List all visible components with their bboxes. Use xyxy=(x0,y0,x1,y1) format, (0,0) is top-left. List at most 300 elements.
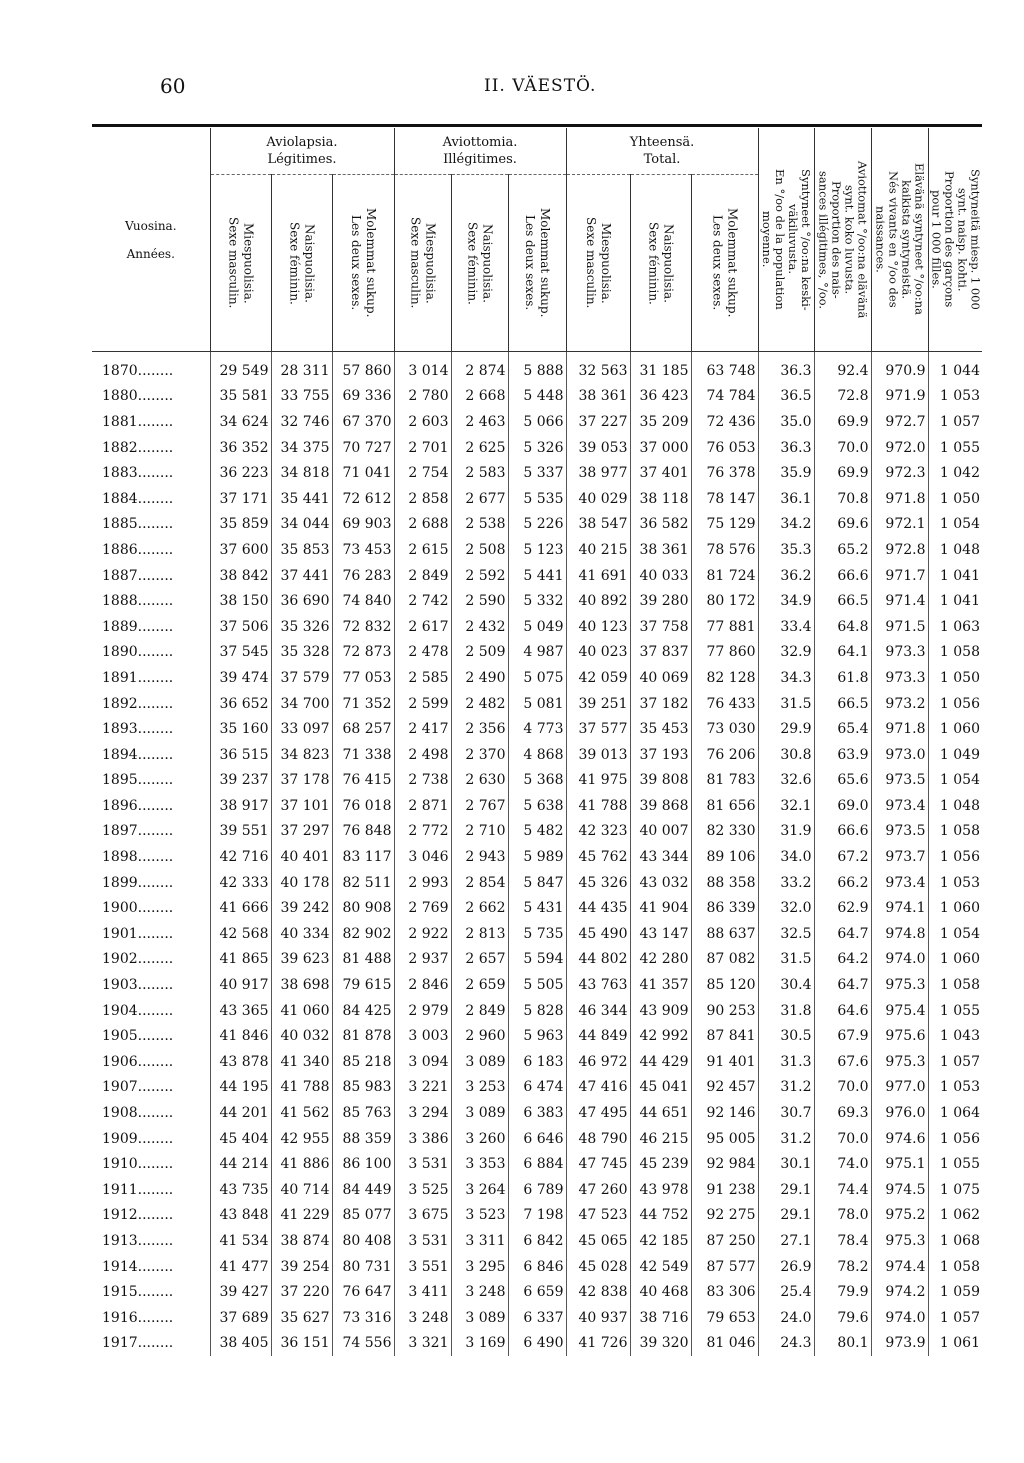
value-cell: 2 590 xyxy=(451,588,508,614)
value-cell: 64.2 xyxy=(814,947,871,973)
value-cell: 73 453 xyxy=(332,537,394,563)
value-cell: 973.3 xyxy=(871,665,928,691)
value-cell: 68 257 xyxy=(332,716,394,742)
value-cell: 43 878 xyxy=(210,1049,271,1075)
value-cell: 2 463 xyxy=(451,409,508,435)
value-cell: 5 332 xyxy=(508,588,566,614)
value-cell: 36 223 xyxy=(210,460,271,486)
value-cell: 81 724 xyxy=(691,563,758,589)
year-cell: 1887........ xyxy=(102,567,174,584)
year-cell: 1894........ xyxy=(102,746,174,763)
value-cell: 67.6 xyxy=(814,1049,871,1075)
value-cell: 44 849 xyxy=(566,1023,630,1049)
value-cell: 3 264 xyxy=(451,1177,508,1203)
value-cell: 2 630 xyxy=(451,768,508,794)
table-row xyxy=(92,870,982,896)
table-row xyxy=(92,1100,982,1126)
table-row xyxy=(92,947,982,973)
value-cell: 41 229 xyxy=(271,1203,332,1229)
value-cell: 35.9 xyxy=(758,460,814,486)
value-cell: 2 943 xyxy=(451,844,508,870)
value-cell: 2 662 xyxy=(451,895,508,921)
value-cell: 81 783 xyxy=(691,768,758,794)
value-cell: 87 577 xyxy=(691,1254,758,1280)
table-row xyxy=(92,1151,982,1177)
value-cell: 973.5 xyxy=(871,768,928,794)
value-cell: 2 769 xyxy=(394,895,451,921)
illegitimate-share-header: Aviottomat °/oo:na elävänä synt. koko luvusta. Proportion des nais- sances illégitimes, °/oo. xyxy=(814,128,871,352)
value-cell: 6 383 xyxy=(508,1100,566,1126)
value-cell: 5 989 xyxy=(508,844,566,870)
value-cell: 39 242 xyxy=(271,895,332,921)
value-cell: 78.4 xyxy=(814,1228,871,1254)
year-cell: 1916........ xyxy=(102,1309,174,1326)
value-cell: 34 375 xyxy=(271,435,332,461)
value-cell: 76 018 xyxy=(332,793,394,819)
value-cell: 79 615 xyxy=(332,972,394,998)
value-cell: 42 059 xyxy=(566,665,630,691)
value-cell: 34 823 xyxy=(271,742,332,768)
value-cell: 39 868 xyxy=(630,793,691,819)
table-row xyxy=(92,768,982,794)
year-cell: 1904........ xyxy=(102,1002,174,1019)
value-cell: 25.4 xyxy=(758,1279,814,1305)
value-cell: 40 714 xyxy=(271,1177,332,1203)
value-cell: 35 627 xyxy=(271,1305,332,1331)
value-cell: 3 260 xyxy=(451,1126,508,1152)
value-cell: 85 983 xyxy=(332,1075,394,1101)
value-cell: 6 490 xyxy=(508,1331,566,1357)
table-row xyxy=(92,972,982,998)
year-header: Vuosina. Années. xyxy=(124,218,177,261)
value-cell: 2 874 xyxy=(451,352,508,384)
value-cell: 31.2 xyxy=(758,1075,814,1101)
value-cell: 3 169 xyxy=(451,1331,508,1357)
table-row xyxy=(92,486,982,512)
value-cell: 41 904 xyxy=(630,895,691,921)
value-cell: 66.2 xyxy=(814,870,871,896)
value-cell: 974.5 xyxy=(871,1177,928,1203)
value-cell: 87 082 xyxy=(691,947,758,973)
value-cell: 73 030 xyxy=(691,716,758,742)
total-group-header: Yhteensä. Total. xyxy=(566,128,758,175)
value-cell: 30.4 xyxy=(758,972,814,998)
value-cell: 74.0 xyxy=(814,1151,871,1177)
value-cell: 72 612 xyxy=(332,486,394,512)
value-cell: 44 651 xyxy=(630,1100,691,1126)
value-cell: 43 763 xyxy=(566,972,630,998)
value-cell: 37 171 xyxy=(210,486,271,512)
value-cell: 69.9 xyxy=(814,409,871,435)
value-cell: 79 653 xyxy=(691,1305,758,1331)
value-cell: 66.5 xyxy=(814,691,871,717)
value-cell: 40 892 xyxy=(566,588,630,614)
value-cell: 86 100 xyxy=(332,1151,394,1177)
value-cell: 36.2 xyxy=(758,563,814,589)
value-cell: 3 014 xyxy=(394,352,451,384)
value-cell: 3 531 xyxy=(394,1151,451,1177)
value-cell: 61.8 xyxy=(814,665,871,691)
value-cell: 5 535 xyxy=(508,486,566,512)
value-cell: 47 260 xyxy=(566,1177,630,1203)
value-cell: 63.9 xyxy=(814,742,871,768)
value-cell: 70 727 xyxy=(332,435,394,461)
value-cell: 70.0 xyxy=(814,1075,871,1101)
year-cell: 1902........ xyxy=(102,951,174,968)
value-cell: 69.0 xyxy=(814,793,871,819)
year-cell: 1880........ xyxy=(102,388,174,405)
value-cell: 41 788 xyxy=(271,1075,332,1101)
page-number: 60 xyxy=(160,74,186,98)
value-cell: 67.9 xyxy=(814,1023,871,1049)
value-cell: 3 523 xyxy=(451,1203,508,1229)
value-cell: 72 873 xyxy=(332,640,394,666)
value-cell: 85 120 xyxy=(691,972,758,998)
value-cell: 33 097 xyxy=(271,716,332,742)
value-cell: 92 146 xyxy=(691,1100,758,1126)
value-cell: 69.3 xyxy=(814,1100,871,1126)
value-cell: 83 306 xyxy=(691,1279,758,1305)
value-cell: 2 538 xyxy=(451,512,508,538)
value-cell: 38 977 xyxy=(566,460,630,486)
value-cell: 95 005 xyxy=(691,1126,758,1152)
value-cell: 38 547 xyxy=(566,512,630,538)
value-cell: 974.1 xyxy=(871,895,928,921)
value-cell: 40 029 xyxy=(566,486,630,512)
value-cell: 2 846 xyxy=(394,972,451,998)
value-cell: 5 326 xyxy=(508,435,566,461)
value-cell: 30.8 xyxy=(758,742,814,768)
value-cell: 39 053 xyxy=(566,435,630,461)
value-cell: 2 858 xyxy=(394,486,451,512)
value-cell: 31.5 xyxy=(758,691,814,717)
value-cell: 47 523 xyxy=(566,1203,630,1229)
value-cell: 36 423 xyxy=(630,384,691,410)
table-row xyxy=(92,1254,982,1280)
value-cell: 972.0 xyxy=(871,435,928,461)
value-cell: 1 056 xyxy=(928,844,982,870)
sex-ratio-header: Syntyneitä miesp. 1 000 synt. naisp. kohti. Proportion des garçons pour 1 000 filles. xyxy=(928,128,982,352)
year-cell: 1883........ xyxy=(102,465,174,482)
rate-header: Syntyneet °/oo:na keski- väkiluvusta. En °/oo de la population moyenne. xyxy=(758,128,814,352)
value-cell: 3 046 xyxy=(394,844,451,870)
value-cell: 1 056 xyxy=(928,1126,982,1152)
value-cell: 2 490 xyxy=(451,665,508,691)
value-cell: 40 023 xyxy=(566,640,630,666)
value-cell: 32.0 xyxy=(758,895,814,921)
value-cell: 3 311 xyxy=(451,1228,508,1254)
value-cell: 974.6 xyxy=(871,1126,928,1152)
total-female-header: Naispuolisia. Sexe féminin. xyxy=(630,175,691,352)
value-cell: 2 772 xyxy=(394,819,451,845)
value-cell: 4 987 xyxy=(508,640,566,666)
value-cell: 36 151 xyxy=(271,1331,332,1357)
table-row xyxy=(92,1203,982,1229)
value-cell: 39 474 xyxy=(210,665,271,691)
value-cell: 972.7 xyxy=(871,409,928,435)
year-cell: 1882........ xyxy=(102,439,174,456)
value-cell: 2 854 xyxy=(451,870,508,896)
value-cell: 82 128 xyxy=(691,665,758,691)
value-cell: 28 311 xyxy=(271,352,332,384)
year-cell: 1913........ xyxy=(102,1232,174,1249)
value-cell: 64.1 xyxy=(814,640,871,666)
table-row xyxy=(92,384,982,410)
value-cell: 6 846 xyxy=(508,1254,566,1280)
value-cell: 80 908 xyxy=(332,895,394,921)
year-cell: 1893........ xyxy=(102,721,174,738)
value-cell: 3 253 xyxy=(451,1075,508,1101)
year-cell: 1891........ xyxy=(102,669,174,686)
value-cell: 66.6 xyxy=(814,563,871,589)
value-cell: 92.4 xyxy=(814,352,871,384)
value-cell: 5 075 xyxy=(508,665,566,691)
value-cell: 41 357 xyxy=(630,972,691,998)
table-row xyxy=(92,640,982,666)
value-cell: 70.0 xyxy=(814,435,871,461)
value-cell: 80 731 xyxy=(332,1254,394,1280)
value-cell: 5 638 xyxy=(508,793,566,819)
year-cell: 1899........ xyxy=(102,874,174,891)
value-cell: 37 545 xyxy=(210,640,271,666)
value-cell: 1 050 xyxy=(928,486,982,512)
value-cell: 5 482 xyxy=(508,819,566,845)
value-cell: 39 237 xyxy=(210,768,271,794)
value-cell: 1 053 xyxy=(928,1075,982,1101)
value-cell: 2 615 xyxy=(394,537,451,563)
value-cell: 2 509 xyxy=(451,640,508,666)
value-cell: 40 178 xyxy=(271,870,332,896)
value-cell: 41 691 xyxy=(566,563,630,589)
value-cell: 78 576 xyxy=(691,537,758,563)
value-cell: 37 000 xyxy=(630,435,691,461)
table-row xyxy=(92,1023,982,1049)
value-cell: 1 048 xyxy=(928,793,982,819)
value-cell: 973.7 xyxy=(871,844,928,870)
value-cell: 42 549 xyxy=(630,1254,691,1280)
value-cell: 3 551 xyxy=(394,1254,451,1280)
value-cell: 36 690 xyxy=(271,588,332,614)
value-cell: 2 603 xyxy=(394,409,451,435)
value-cell: 35 453 xyxy=(630,716,691,742)
value-cell: 40 123 xyxy=(566,614,630,640)
value-cell: 65.2 xyxy=(814,537,871,563)
value-cell: 84 449 xyxy=(332,1177,394,1203)
year-cell: 1901........ xyxy=(102,925,174,942)
value-cell: 39 254 xyxy=(271,1254,332,1280)
value-cell: 2 979 xyxy=(394,998,451,1024)
year-cell: 1912........ xyxy=(102,1207,174,1224)
value-cell: 81 046 xyxy=(691,1331,758,1357)
value-cell: 45 326 xyxy=(566,870,630,896)
value-cell: 2 742 xyxy=(394,588,451,614)
value-cell: 71 041 xyxy=(332,460,394,486)
value-cell: 5 441 xyxy=(508,563,566,589)
value-cell: 64.7 xyxy=(814,921,871,947)
value-cell: 4 773 xyxy=(508,716,566,742)
table-row xyxy=(92,352,982,384)
legitimate-group-header: Aviolapsia. Légitimes. xyxy=(210,128,394,175)
value-cell: 1 061 xyxy=(928,1331,982,1357)
value-cell: 35.0 xyxy=(758,409,814,435)
value-cell: 7 198 xyxy=(508,1203,566,1229)
table-row xyxy=(92,921,982,947)
value-cell: 5 505 xyxy=(508,972,566,998)
year-cell: 1910........ xyxy=(102,1156,174,1173)
value-cell: 48 790 xyxy=(566,1126,630,1152)
value-cell: 42 955 xyxy=(271,1126,332,1152)
table-row xyxy=(92,563,982,589)
value-cell: 39 280 xyxy=(630,588,691,614)
year-cell: 1886........ xyxy=(102,541,174,558)
value-cell: 2 668 xyxy=(451,384,508,410)
value-cell: 6 884 xyxy=(508,1151,566,1177)
value-cell: 4 868 xyxy=(508,742,566,768)
table-row xyxy=(92,716,982,742)
value-cell: 78.2 xyxy=(814,1254,871,1280)
value-cell: 35 328 xyxy=(271,640,332,666)
value-cell: 73 316 xyxy=(332,1305,394,1331)
value-cell: 1 058 xyxy=(928,1254,982,1280)
value-cell: 2 780 xyxy=(394,384,451,410)
value-cell: 2 849 xyxy=(394,563,451,589)
value-cell: 81 488 xyxy=(332,947,394,973)
value-cell: 46 972 xyxy=(566,1049,630,1075)
value-cell: 38 874 xyxy=(271,1228,332,1254)
top-rule xyxy=(92,124,982,127)
value-cell: 3 531 xyxy=(394,1228,451,1254)
value-cell: 43 344 xyxy=(630,844,691,870)
value-cell: 82 330 xyxy=(691,819,758,845)
total-both-header: Molemmat sukup. Les deux sexes. xyxy=(691,175,758,352)
value-cell: 78.0 xyxy=(814,1203,871,1229)
value-cell: 43 848 xyxy=(210,1203,271,1229)
value-cell: 973.4 xyxy=(871,793,928,819)
value-cell: 2 937 xyxy=(394,947,451,973)
value-cell: 2 922 xyxy=(394,921,451,947)
value-cell: 1 055 xyxy=(928,435,982,461)
value-cell: 88 359 xyxy=(332,1126,394,1152)
value-cell: 1 043 xyxy=(928,1023,982,1049)
value-cell: 29.9 xyxy=(758,716,814,742)
value-cell: 91 401 xyxy=(691,1049,758,1075)
value-cell: 81 656 xyxy=(691,793,758,819)
value-cell: 76 433 xyxy=(691,691,758,717)
value-cell: 35 853 xyxy=(271,537,332,563)
value-cell: 1 057 xyxy=(928,1305,982,1331)
value-cell: 2 498 xyxy=(394,742,451,768)
value-cell: 32.9 xyxy=(758,640,814,666)
year-cell: 1903........ xyxy=(102,977,174,994)
value-cell: 3 089 xyxy=(451,1100,508,1126)
value-cell: 37 401 xyxy=(630,460,691,486)
value-cell: 42 992 xyxy=(630,1023,691,1049)
value-cell: 2 688 xyxy=(394,512,451,538)
value-cell: 6 183 xyxy=(508,1049,566,1075)
value-cell: 6 842 xyxy=(508,1228,566,1254)
value-cell: 38 917 xyxy=(210,793,271,819)
value-cell: 974.0 xyxy=(871,1305,928,1331)
value-cell: 37 178 xyxy=(271,768,332,794)
value-cell: 3 353 xyxy=(451,1151,508,1177)
value-cell: 69 903 xyxy=(332,512,394,538)
value-cell: 2 583 xyxy=(451,460,508,486)
value-cell: 1 058 xyxy=(928,972,982,998)
value-cell: 45 490 xyxy=(566,921,630,947)
value-cell: 31.5 xyxy=(758,947,814,973)
value-cell: 40 215 xyxy=(566,537,630,563)
value-cell: 88 358 xyxy=(691,870,758,896)
value-cell: 37 506 xyxy=(210,614,271,640)
value-cell: 5 123 xyxy=(508,537,566,563)
value-cell: 30.7 xyxy=(758,1100,814,1126)
value-cell: 1 044 xyxy=(928,352,982,384)
year-cell: 1896........ xyxy=(102,797,174,814)
value-cell: 41 846 xyxy=(210,1023,271,1049)
value-cell: 34 624 xyxy=(210,409,271,435)
value-cell: 1 053 xyxy=(928,384,982,410)
value-cell: 5 847 xyxy=(508,870,566,896)
value-cell: 975.6 xyxy=(871,1023,928,1049)
value-cell: 36 652 xyxy=(210,691,271,717)
value-cell: 37 182 xyxy=(630,691,691,717)
value-cell: 35 859 xyxy=(210,512,271,538)
value-cell: 42 568 xyxy=(210,921,271,947)
table-row xyxy=(92,409,982,435)
table-row xyxy=(92,691,982,717)
value-cell: 44 201 xyxy=(210,1100,271,1126)
value-cell: 85 763 xyxy=(332,1100,394,1126)
value-cell: 1 056 xyxy=(928,691,982,717)
value-cell: 973.5 xyxy=(871,819,928,845)
year-cell: 1884........ xyxy=(102,490,174,507)
year-cell: 1898........ xyxy=(102,849,174,866)
value-cell: 38 716 xyxy=(630,1305,691,1331)
value-cell: 66.6 xyxy=(814,819,871,845)
value-cell: 79.9 xyxy=(814,1279,871,1305)
value-cell: 1 050 xyxy=(928,665,982,691)
value-cell: 1 060 xyxy=(928,716,982,742)
value-cell: 5 066 xyxy=(508,409,566,435)
value-cell: 5 368 xyxy=(508,768,566,794)
value-cell: 83 117 xyxy=(332,844,394,870)
value-cell: 5 431 xyxy=(508,895,566,921)
value-cell: 92 457 xyxy=(691,1075,758,1101)
value-cell: 1 041 xyxy=(928,563,982,589)
table-row xyxy=(92,1075,982,1101)
value-cell: 42 333 xyxy=(210,870,271,896)
table-row xyxy=(92,1177,982,1203)
value-cell: 1 058 xyxy=(928,640,982,666)
value-cell: 40 069 xyxy=(630,665,691,691)
value-cell: 70.8 xyxy=(814,486,871,512)
value-cell: 57 860 xyxy=(332,352,394,384)
value-cell: 37 600 xyxy=(210,537,271,563)
value-cell: 3 221 xyxy=(394,1075,451,1101)
value-cell: 3 386 xyxy=(394,1126,451,1152)
table-row xyxy=(92,588,982,614)
table-row xyxy=(92,793,982,819)
value-cell: 3 094 xyxy=(394,1049,451,1075)
value-cell: 42 280 xyxy=(630,947,691,973)
value-cell: 41 060 xyxy=(271,998,332,1024)
value-cell: 75 129 xyxy=(691,512,758,538)
year-cell: 1881........ xyxy=(102,413,174,430)
value-cell: 39 013 xyxy=(566,742,630,768)
value-cell: 2 767 xyxy=(451,793,508,819)
year-cell: 1909........ xyxy=(102,1130,174,1147)
value-cell: 37 577 xyxy=(566,716,630,742)
